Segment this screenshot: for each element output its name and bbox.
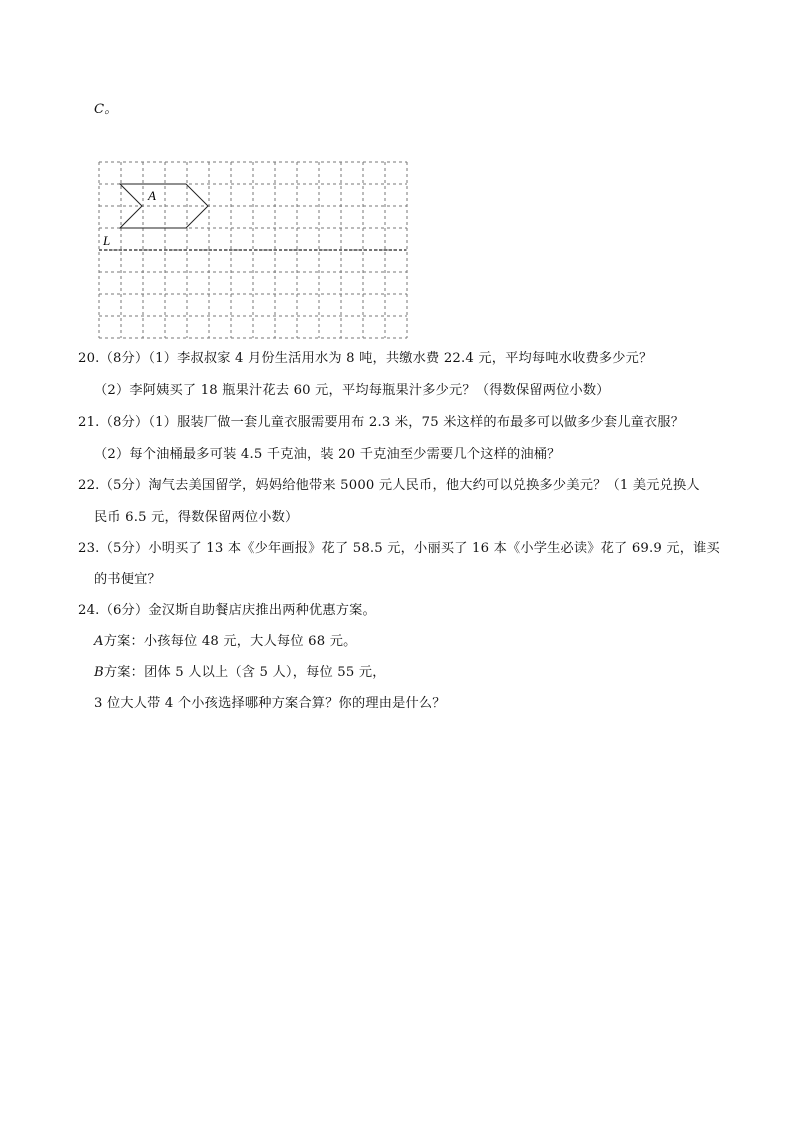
top-label: C。 xyxy=(94,102,118,117)
question-21-line-1: 21.（8分）（1）服装厂做一套儿童衣服需要用布 2.3 米，75 米这样的布最多可以做多少套儿童衣服？ xyxy=(78,415,685,430)
line-l-label: L xyxy=(103,233,111,248)
question-23-line-2: 的书便宜？ xyxy=(94,572,161,587)
question-20-line-2: （2）李阿姨买了 18 瓶果汁花去 60 元，平均每瓶果汁多少元？（得数保留两位小数） xyxy=(94,383,610,398)
question-24-ask: 3 位大人带 4 个小孩选择哪种方案合算？你的理由是什么？ xyxy=(94,696,446,711)
question-24-line-1: 24.（6分）金汉斯自助餐店庆推出两种优惠方案。 xyxy=(78,603,376,618)
shape-a xyxy=(120,184,208,228)
grid-figure xyxy=(97,160,409,340)
question-20-line-1: 20.（8分）（1）李叔叔家 4 月份生活用水为 8 吨，共缴水费 22.4 元，平均每吨水收费多少元？ xyxy=(78,351,653,366)
question-23-line-1: 23.（5分）小明买了 13 本《少年画报》花了 58.5 元，小丽买了 16 本《小学生必读》花了 69.9 元，谁买 xyxy=(78,541,720,556)
plan-b: B方案：团体 5 人以上（含 5 人），每位 55 元， xyxy=(94,665,386,680)
plan-a: A方案：小孩每位 48 元，大人每位 68 元。 xyxy=(94,634,357,649)
question-22-line-2: 民币 6.5 元，得数保留两位小数） xyxy=(94,510,299,525)
question-22-line-1: 22.（5分）淘气去美国留学，妈妈给他带来 5000 元人民币，他大约可以兑换多少美元？（1 美元兑换人 xyxy=(78,478,700,493)
question-21-line-2: （2）每个油桶最多可装 4.5 千克油，装 20 千克油至少需要几个这样的油桶？ xyxy=(94,447,561,462)
shape-a-label: A xyxy=(148,188,156,203)
